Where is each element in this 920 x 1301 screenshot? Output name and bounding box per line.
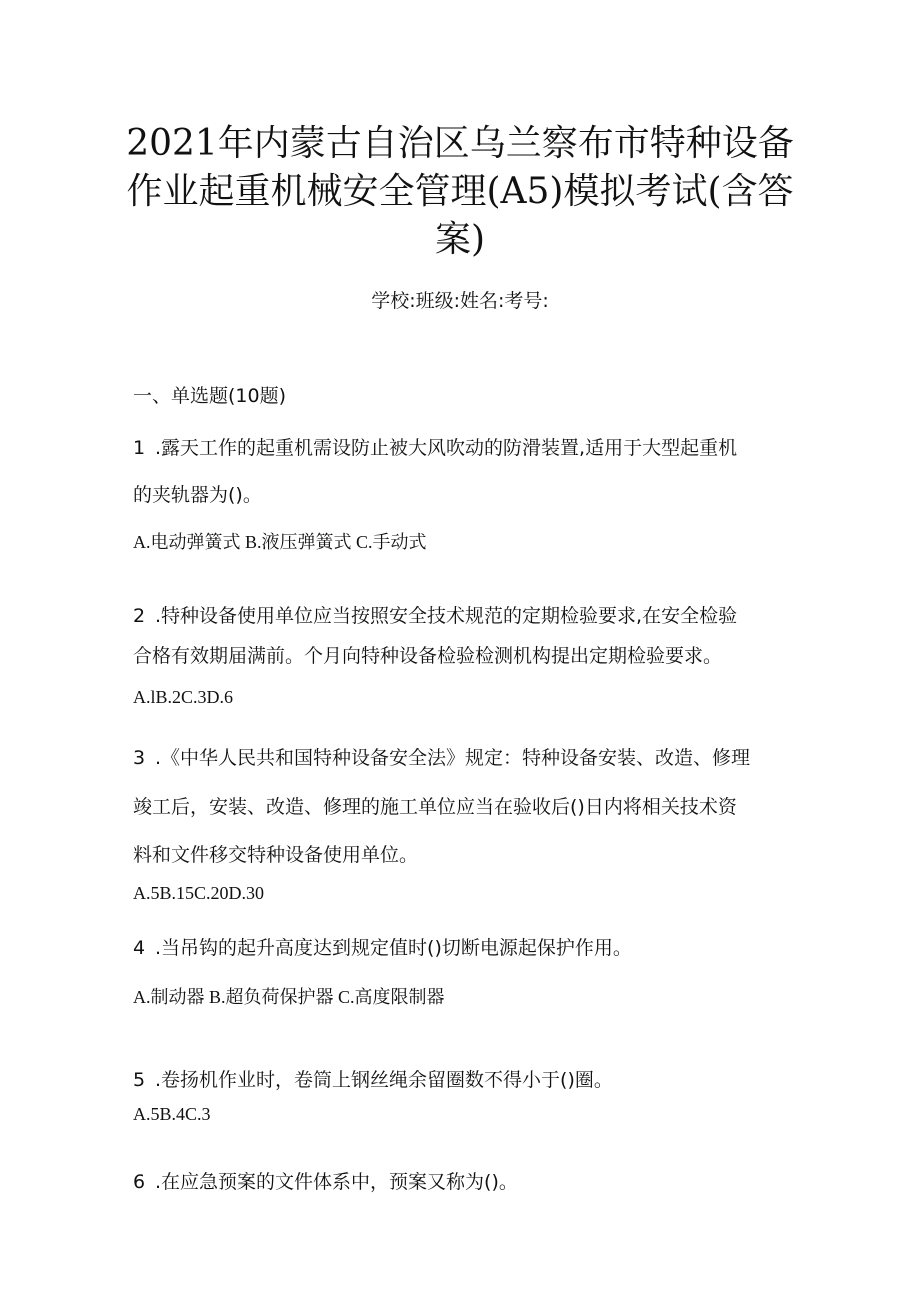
- document-title: [0, 122, 920, 266]
- question-2-options: A.lB.2C.3D.6: [133, 687, 234, 707]
- title-line-2: 作业起重机械安全管理(A5)模拟考试(含答: [126, 171, 794, 212]
- question-number: 2: [133, 605, 146, 627]
- question-5-line-1: 5 .卷扬机作业时，卷筒上钢丝绳余留圈数不得小于()圈。: [133, 1069, 613, 1091]
- question-number: 3: [133, 747, 146, 769]
- question-number: 5: [133, 1069, 146, 1091]
- question-3-line-1: 3 .《中华人民共和国特种设备安全法》规定：特种设备安装、改造、修理: [133, 747, 751, 769]
- title-line-3: 案): [434, 219, 486, 260]
- question-2-line-2: 合格有效期届满前。个月向特种设备检验检测机构提出定期检验要求。: [133, 645, 723, 667]
- question-number: 4: [133, 937, 146, 959]
- question-1-options: A.电动弹簧式 B.液压弹簧式 C.手动式: [133, 532, 427, 552]
- question-5-options: A.5B.4C.3: [133, 1104, 211, 1124]
- question-number: 6: [133, 1171, 146, 1193]
- section-heading: 一、单选题(10题): [133, 385, 287, 407]
- question-2-line-1: 2 .特种设备使用单位应当按照安全技术规范的定期检验要求,在安全检验: [133, 605, 738, 627]
- question-3-options: A.5B.15C.20D.30: [133, 883, 265, 903]
- question-1-line-1: 1 .露天工作的起重机需设防止被大风吹动的防滑装置,适用于大型起重机: [133, 437, 738, 459]
- question-3-line-3: 料和文件移交特种设备使用单位。: [133, 844, 419, 866]
- question-4-options: A.制动器 B.超负荷保护器 C.高度限制器: [133, 987, 445, 1007]
- question-4-line-1: 4 .当吊钩的起升高度达到规定值时()切断电源起保护作用。: [133, 937, 632, 959]
- question-1-line-2: 的夹轨器为()。: [133, 484, 262, 506]
- student-info-line: 学校:班级:姓名:考号:: [371, 290, 549, 312]
- question-number: 1: [133, 437, 146, 459]
- question-3-line-2: 竣工后，安装、改造、修理的施工单位应当在验收后()日内将相关技术资: [133, 796, 737, 818]
- question-6-line-1: 6 .在应急预案的文件体系中，预案又称为()。: [133, 1171, 518, 1193]
- title-line-1: 2021年内蒙古自治区乌兰察布市特种设备: [126, 123, 794, 164]
